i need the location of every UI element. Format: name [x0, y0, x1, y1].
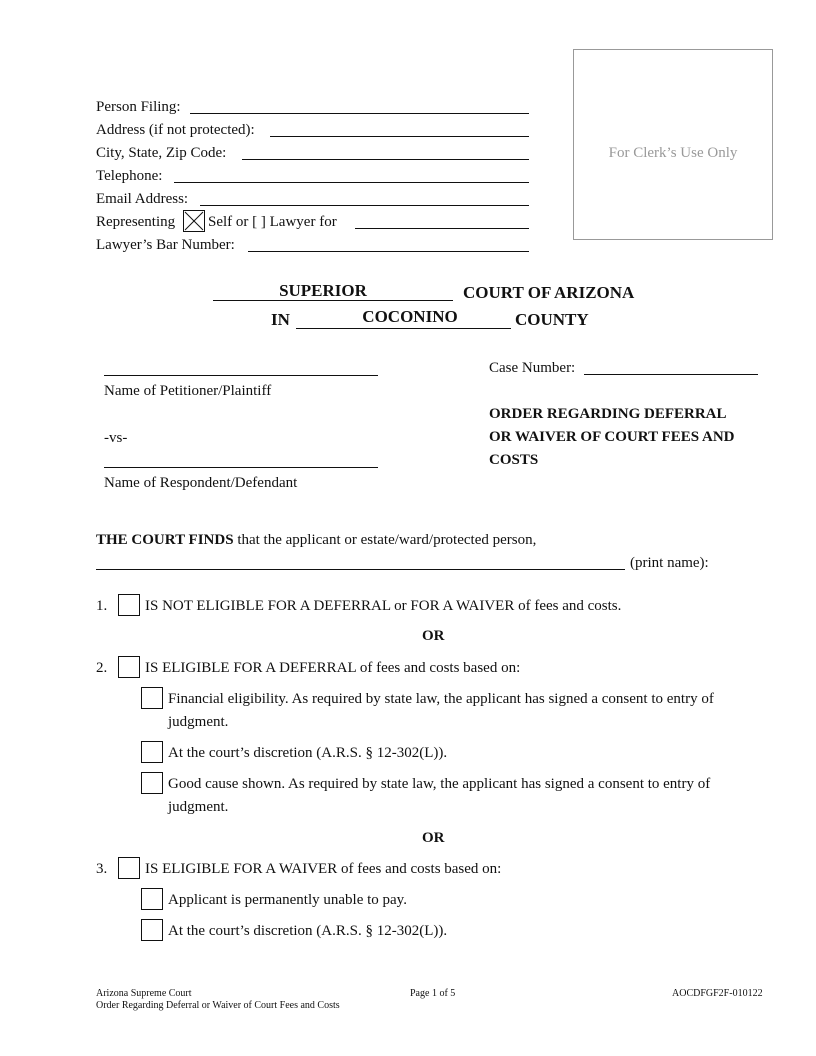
- representing-label: Representing: [96, 214, 176, 230]
- county-label: COUNTY: [515, 310, 589, 329]
- or-separator-1: OR: [422, 628, 445, 644]
- waiver-court-discretion-checkbox[interactable]: [141, 919, 163, 941]
- title-line-2: OR WAIVER OF COURT FEES AND: [489, 429, 735, 445]
- bar-number-label: Lawyer’s Bar Number:: [96, 237, 235, 253]
- telephone-field[interactable]: [174, 182, 529, 183]
- respondent-label: Name of Respondent/Defendant: [104, 475, 298, 491]
- item-2c-line-1: Good cause shown. As required by state law, the applicant has signed a consent to entry of: [168, 776, 711, 792]
- county-name: COCONINO: [362, 307, 458, 326]
- self-checkbox-checked[interactable]: [183, 210, 205, 232]
- person-filing-field[interactable]: [190, 113, 529, 114]
- item-2b-text: At the court’s discretion (A.R.S. § 12-302(L)).: [168, 745, 448, 761]
- item-2a-line-2: judgment.: [168, 714, 229, 730]
- item-3a-text: Applicant is permanently unable to pay.: [168, 892, 407, 908]
- good-cause-checkbox[interactable]: [141, 772, 163, 794]
- email-label: Email Address:: [96, 191, 189, 207]
- waiver-eligible-checkbox[interactable]: [118, 857, 140, 879]
- city-state-zip-label: City, State, Zip Code:: [96, 145, 227, 161]
- footer-left: [96, 988, 340, 1012]
- case-number-field[interactable]: [584, 374, 758, 375]
- title-line-1: ORDER REGARDING DEFERRAL: [489, 406, 727, 422]
- item-3-text: IS ELIGIBLE FOR A WAIVER of fees and costs based on:: [145, 861, 502, 877]
- vs-label: -vs-: [104, 430, 128, 446]
- item-2-text: IS ELIGIBLE FOR A DEFERRAL of fees and costs based on:: [145, 660, 521, 676]
- item-2-number: 2.: [96, 660, 108, 676]
- not-eligible-checkbox[interactable]: [118, 594, 140, 616]
- respondent-name-field[interactable]: [104, 467, 378, 468]
- permanently-unable-checkbox[interactable]: [141, 888, 163, 910]
- petitioner-name-field[interactable]: [104, 375, 378, 376]
- county-name-underline: [296, 328, 511, 329]
- clerk-use-box: [573, 49, 773, 240]
- print-name-label: (print name):: [630, 555, 709, 571]
- item-3-number: 3.: [96, 861, 108, 877]
- city-state-zip-field[interactable]: [242, 159, 529, 160]
- deferral-eligible-checkbox[interactable]: [118, 656, 140, 678]
- item-2a-line-1: Financial eligibility. As required by state law, the applicant has signed a consent to entry of: [168, 691, 714, 707]
- case-number-label: Case Number:: [489, 360, 576, 376]
- telephone-label: Telephone:: [96, 168, 163, 184]
- footer-court-name: Arizona Supreme Court: [96, 988, 192, 999]
- self-or-lawyer-label: Self or [ ] Lawyer for: [208, 214, 337, 230]
- court-finds-statement: [96, 531, 536, 549]
- or-separator-2: OR: [422, 830, 445, 846]
- deferral-court-discretion-checkbox[interactable]: [141, 741, 163, 763]
- court-finds-lead: THE COURT FINDS: [96, 532, 234, 548]
- court-name-underline: [213, 300, 453, 301]
- lawyer-for-field[interactable]: [355, 228, 529, 229]
- court-finds-rest: that the applicant or estate/ward/protected person,: [237, 532, 537, 548]
- item-3b-text: At the court’s discretion (A.R.S. § 12-302(L)).: [168, 923, 448, 939]
- financial-eligibility-checkbox[interactable]: [141, 687, 163, 709]
- person-filing-label: Person Filing:: [96, 99, 181, 115]
- in-label: IN: [271, 310, 290, 329]
- applicant-name-field[interactable]: [96, 569, 625, 570]
- address-label: Address (if not protected):: [96, 122, 255, 138]
- title-line-3: COSTS: [489, 452, 539, 468]
- item-2c-line-2: judgment.: [168, 799, 229, 815]
- footer-page-number: Page 1 of 5: [410, 988, 456, 999]
- address-field[interactable]: [270, 136, 529, 137]
- footer-form-name: Order Regarding Deferral or Waiver of Court Fees and Costs: [96, 1000, 340, 1011]
- bar-number-field[interactable]: [248, 251, 529, 252]
- item-1-text: IS NOT ELIGIBLE FOR A DEFERRAL or FOR A WAIVER of fees and costs.: [145, 598, 622, 614]
- footer-form-code: AOCDFGF2F-010122: [672, 988, 763, 999]
- clerk-use-label: For Clerk’s Use Only: [608, 145, 738, 161]
- court-name: SUPERIOR: [279, 281, 367, 300]
- email-field[interactable]: [200, 205, 529, 206]
- item-1-number: 1.: [96, 598, 108, 614]
- court-of-arizona: COURT OF ARIZONA: [463, 283, 635, 302]
- petitioner-label: Name of Petitioner/Plaintiff: [104, 383, 272, 399]
